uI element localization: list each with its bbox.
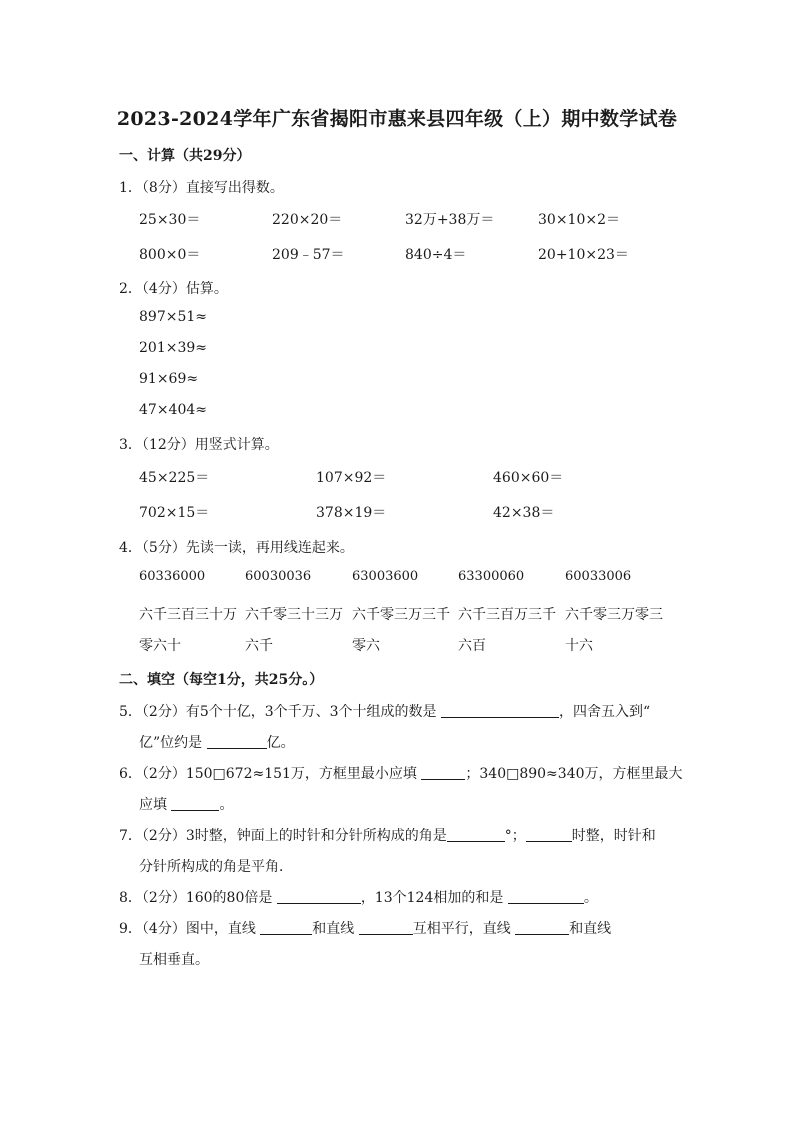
q3-item: 42×38＝ xyxy=(493,505,555,521)
q4-word-cont: 十六 xyxy=(565,638,593,654)
q4-word-cont: 零六十 xyxy=(139,638,181,654)
q2-item: 47×404≈ xyxy=(139,402,207,418)
q8-text: ，13个124相加的和是 xyxy=(360,890,504,906)
q5-text: ，四舍五入到“ xyxy=(559,704,651,720)
q7-text: 时整，时针和 xyxy=(571,828,656,844)
question-7-line-2: 分针所构成的角是平角． xyxy=(139,859,293,875)
q5-text: 亿。 xyxy=(266,735,295,751)
question-3-prompt: 3．（12分）用竖式计算。 xyxy=(119,437,279,453)
q1-item: 30×10×2＝ xyxy=(538,212,620,228)
q1-item: 840÷4＝ xyxy=(405,247,467,263)
q4-word-cont: 零六 xyxy=(352,638,380,654)
q4-word: 六千零三十三万 xyxy=(245,607,343,623)
q4-word: 六千零三万三千 xyxy=(352,607,450,623)
q4-number: 63300060 xyxy=(458,569,525,584)
q6-text: 6．（2分）150□672≈151万，方框里最小应填 xyxy=(119,766,417,782)
q1-item: 25×30＝ xyxy=(139,212,201,228)
q4-word: 六千三百万三千 xyxy=(458,607,556,623)
question-5-line-2 xyxy=(139,732,295,752)
q1-item: 209﹣57＝ xyxy=(272,247,345,263)
q9-text: 和直线 xyxy=(312,921,355,937)
q5-blank-2[interactable] xyxy=(207,733,267,749)
q6-blank-1[interactable] xyxy=(421,764,465,780)
q9-blank-3[interactable] xyxy=(515,919,569,935)
q1-item: 220×20＝ xyxy=(272,212,343,228)
q4-word: 六千三百三十万 xyxy=(139,607,237,623)
q4-number: 60033006 xyxy=(565,569,632,584)
q4-word-cont: 六千 xyxy=(245,638,273,654)
q3-item: 378×19＝ xyxy=(316,505,387,521)
q4-word-cont: 六百 xyxy=(458,638,486,654)
question-7-line-1 xyxy=(119,825,656,845)
q7-text: 7．（2分）3时整，钟面上的时针和分针所构成的角是 xyxy=(119,828,447,844)
question-4-prompt: 4．（5分）先读一读，再用线连起来。 xyxy=(119,540,354,556)
q6-blank-2[interactable] xyxy=(171,795,219,811)
question-6-line-2 xyxy=(139,794,233,814)
q5-text: 5．（2分）有5个十亿，3个千万、3个十组成的数是 xyxy=(119,704,437,720)
q4-number: 60336000 xyxy=(139,569,206,584)
q4-number: 63003600 xyxy=(352,569,419,584)
question-8-line-1 xyxy=(119,887,598,907)
question-9-line-1 xyxy=(119,918,611,938)
section-heading-calculation: 一、计算（共29分） xyxy=(119,148,251,164)
q7-text: °； xyxy=(504,828,526,844)
q8-blank-1[interactable] xyxy=(277,888,361,904)
q1-item: 20+10×23＝ xyxy=(538,247,629,263)
q6-text: ；340□890≈340万，方框里最大 xyxy=(465,766,683,782)
q7-blank-1[interactable] xyxy=(447,826,505,842)
question-1-prompt: 1．（8分）直接写出得数。 xyxy=(119,180,284,196)
q9-text: 9．（4分）图中，直线 xyxy=(119,921,256,937)
question-5-line-1 xyxy=(119,701,650,721)
q3-item: 460×60＝ xyxy=(493,470,564,486)
question-6-line-1 xyxy=(119,763,683,783)
q7-blank-2[interactable] xyxy=(526,826,572,842)
q5-blank-1[interactable] xyxy=(441,702,559,718)
section-heading-fill-blank: 二、填空（每空1分，共25分。） xyxy=(119,672,324,688)
q6-text: 。 xyxy=(219,797,234,813)
q5-text: 亿”位约是 xyxy=(139,735,203,751)
q2-item: 91×69≈ xyxy=(139,371,199,387)
question-2-prompt: 2．（4分）估算。 xyxy=(119,281,228,297)
q9-text: 和直线 xyxy=(569,921,612,937)
q2-item: 201×39≈ xyxy=(139,340,207,356)
q8-text: 8．（2分）160的80倍是 xyxy=(119,890,273,906)
q9-blank-1[interactable] xyxy=(260,919,312,935)
q6-text: 应填 xyxy=(139,797,167,813)
q3-item: 45×225＝ xyxy=(139,470,210,486)
page-title: 2023-2024学年广东省揭阳市惠来县四年级（上）期中数学试卷 xyxy=(116,108,678,130)
q9-blank-2[interactable] xyxy=(359,919,413,935)
q3-item: 702×15＝ xyxy=(139,505,210,521)
q3-item: 107×92＝ xyxy=(316,470,387,486)
q8-text: 。 xyxy=(583,890,598,906)
q4-word: 六千零三万零三 xyxy=(565,607,663,623)
q9-text: 互相平行，直线 xyxy=(412,921,511,937)
q1-item: 32万+38万＝ xyxy=(405,212,495,228)
question-9-line-2: 互相垂直。 xyxy=(139,952,209,968)
q4-number: 60030036 xyxy=(245,569,312,584)
q2-item: 897×51≈ xyxy=(139,309,207,325)
q8-blank-2[interactable] xyxy=(508,888,584,904)
q1-item: 800×0＝ xyxy=(139,247,201,263)
